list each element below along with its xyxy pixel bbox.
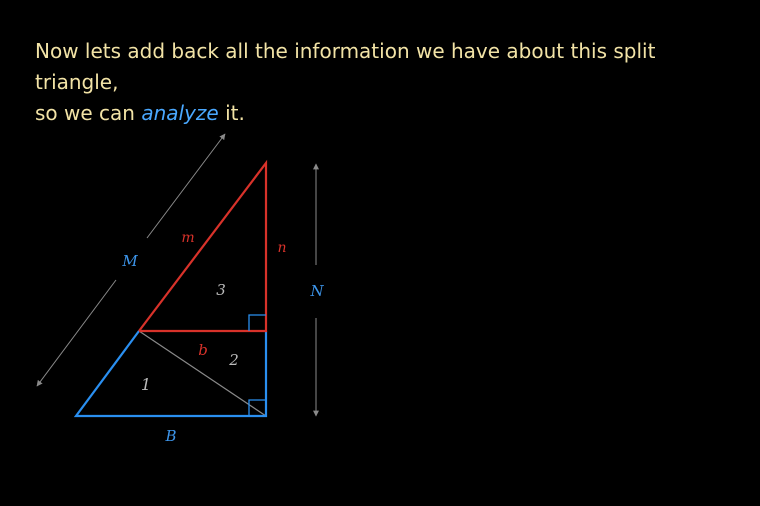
dimension-line-M-upper [147, 134, 225, 238]
lower-triangle-outline [76, 331, 266, 416]
right-angle-marker-upper [249, 315, 266, 331]
caption-line-2-start: so we can [35, 101, 142, 125]
upper-triangle-outline [139, 163, 266, 331]
label-B: B [165, 427, 177, 445]
label-M: M [122, 252, 138, 270]
label-region-1: 1 [140, 375, 152, 394]
dimension-line-M-lower [37, 280, 116, 386]
label-m: m [181, 230, 195, 246]
label-region-2: 2 [229, 351, 239, 369]
label-n: n [277, 240, 287, 256]
caption-emphasis-analyze: analyze [141, 101, 219, 125]
label-region-3: 3 [216, 281, 226, 299]
label-N: N [310, 282, 324, 300]
label-b: b [198, 341, 208, 359]
caption-line-2-end: it. [218, 101, 245, 125]
caption-line-1: Now lets add back all the information we have about this split triangle, [35, 39, 656, 94]
